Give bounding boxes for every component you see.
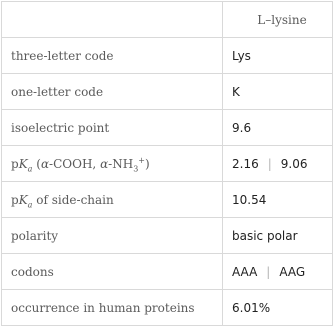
row-value: 9.6 bbox=[223, 110, 333, 146]
table-row bbox=[2, 38, 333, 74]
row-label: isoelectric point bbox=[2, 110, 223, 146]
table-row bbox=[2, 74, 333, 110]
row-value: basic polar bbox=[223, 218, 333, 254]
row-label: codons bbox=[2, 254, 223, 290]
row-label: one-letter code bbox=[2, 74, 223, 110]
column-title: L–lysine bbox=[223, 2, 333, 38]
row-label: three-letter code bbox=[2, 38, 223, 74]
header-empty-cell bbox=[2, 2, 223, 38]
row-value: 6.01% bbox=[223, 290, 333, 326]
row-label-pka: $pK_a$ (α-COOH, $\alpha-NH_3^+$) bbox=[2, 146, 223, 182]
value-separator: | bbox=[266, 264, 271, 279]
header-row bbox=[2, 2, 333, 38]
row-value: Lys bbox=[223, 38, 333, 74]
row-value: 10.54 bbox=[223, 182, 333, 218]
lysine-properties-table bbox=[1, 1, 333, 326]
table-row bbox=[2, 110, 333, 146]
table-row bbox=[2, 290, 333, 326]
row-value: 2.16 | 9.06 bbox=[223, 146, 333, 182]
row-value: AAA | AAG bbox=[223, 254, 333, 290]
table-row bbox=[2, 182, 333, 218]
value-separator: | bbox=[267, 156, 272, 171]
table-row bbox=[2, 254, 333, 290]
table-row bbox=[2, 146, 333, 182]
row-label: occurrence in human proteins bbox=[2, 290, 223, 326]
table-row bbox=[2, 218, 333, 254]
row-label: polarity bbox=[2, 218, 223, 254]
row-value: K bbox=[223, 74, 333, 110]
row-label-pka-side-chain: $pK_a$ of side-chain bbox=[2, 182, 223, 218]
